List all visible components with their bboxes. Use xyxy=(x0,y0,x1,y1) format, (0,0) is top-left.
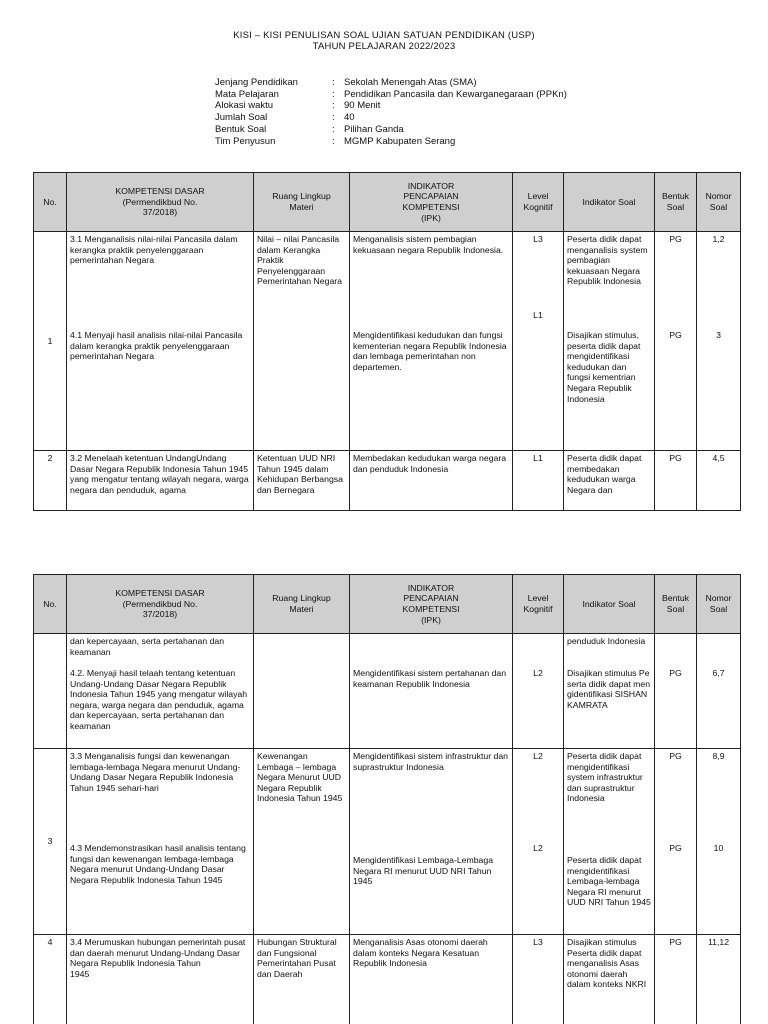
indikator-soal-cell xyxy=(564,749,655,935)
col-header-kompetensi-dasar: KOMPETENSI DASAR (Permendikbud No. 37/2018) xyxy=(67,173,254,232)
col-header-ruang-lingkup: Ruang Lingkup Materi xyxy=(254,575,350,634)
ipk-text: Membedakan kedudukan warga negara dan penduduk Indonesia xyxy=(353,453,507,474)
title-line-1: KISI – KISI PENULISAN SOAL UJIAN SATUAN PENDIDIKAN (USP) xyxy=(233,30,535,41)
ruang-lingkup-cell xyxy=(254,451,350,511)
meta-row-mapel xyxy=(215,89,567,101)
kisi-table-page-1 xyxy=(33,172,741,511)
ruang-text: Kewenangan Lembaga – lembaga Negara Menurut UUD Negara Republik Indonesia Tahun 1945 xyxy=(257,751,343,804)
meta-value: Pilihan Ganda xyxy=(344,123,404,135)
row-number: 2 xyxy=(34,451,67,511)
meta-row-jumlah xyxy=(215,112,567,124)
meta-row-alokasi xyxy=(215,100,567,112)
meta-sep: : xyxy=(332,123,335,135)
nomor-text: 1,2 xyxy=(712,234,725,244)
level-text: L2 xyxy=(533,751,543,761)
table-header-row xyxy=(34,173,741,232)
ruang-lingkup-cell xyxy=(254,232,350,451)
ruang-lingkup-cell xyxy=(254,749,350,935)
col-header-no: No. xyxy=(34,575,67,634)
meta-sep: : xyxy=(332,88,335,100)
bentuk-cell xyxy=(655,935,697,1024)
bentuk-text: PG xyxy=(669,843,682,853)
level-text: L1 xyxy=(533,310,543,320)
col-header-indikator-soal: Indikator Soal xyxy=(564,173,655,232)
level-text: L2 xyxy=(533,843,543,853)
kompetensi-dasar-cell xyxy=(67,634,254,749)
table-row xyxy=(34,749,741,935)
level-cell xyxy=(513,935,564,1024)
meta-key: Jenjang Pendidikan xyxy=(215,77,298,88)
col-header-no: No. xyxy=(34,173,67,232)
nomor-cell xyxy=(697,935,741,1024)
bentuk-cell xyxy=(655,634,697,749)
kompetensi-dasar-cell xyxy=(67,232,254,451)
table-row xyxy=(34,634,741,749)
indikator-soal-text: Disajikan stimulus, peserta didik dapat mengidentifikasi kedudukan dan fungsi kementrian Negara Republik Indonesia xyxy=(567,330,641,404)
row-number: 3 xyxy=(34,749,67,935)
col-header-kompetensi-dasar: KOMPETENSI DASAR (Permendikbud No. 37/2018) xyxy=(67,575,254,634)
kd-text: 3.1 Menganalisis nilai-nilai Pancasila dalam kerangka praktik penyelenggaraan pemerintahan Negara xyxy=(70,234,238,266)
kd-text: 4.3 Mendemonstrasikan hasil analisis tentang fungsi dan kewenangan lembaga-lembaga Negara menurut Undang-Undang Dasar Negara Republik Indonesia Tahun 1945 xyxy=(70,843,246,885)
level-cell xyxy=(513,232,564,451)
nomor-text: 4,5 xyxy=(712,453,725,463)
indikator-soal-cell xyxy=(564,451,655,511)
meta-row-jenjang xyxy=(215,77,567,89)
col-header-level: Level Kognitif xyxy=(513,575,564,634)
meta-row-bentuk xyxy=(215,124,567,136)
ruang-lingkup-cell xyxy=(254,935,350,1024)
indikator-soal-text: Disajikan stimulus Peserta didik dapat menganalisis Asas otonomi daerah dalam konteks NKRI xyxy=(567,937,647,990)
meta-key: Mata Pelajaran xyxy=(215,88,279,100)
bentuk-text: PG xyxy=(669,751,682,761)
bentuk-text: PG xyxy=(669,234,682,244)
indikator-soal-text: Peserta didik dapat menganalisis system pembagian kekuasaan Negara Republik Indonesia xyxy=(567,234,648,287)
document-meta xyxy=(215,77,567,147)
col-header-ruang-lingkup: Ruang Lingkup Materi xyxy=(254,173,350,232)
indikator-soal-text: Peserta didik dapat mengidentifikasi Lembaga-lembaga Negara RI menurut UUD NRI Tahun 1945 xyxy=(567,855,651,908)
nomor-text: 6,7 xyxy=(712,668,725,678)
col-header-indikator-soal: Indikator Soal xyxy=(564,575,655,634)
indikator-soal-text: Disajikan stimulus Peserta didik dapat mengidentifikasi SISHANKAMRATA xyxy=(567,668,651,710)
ipk-text: Mengidentifikasi sistem infrastruktur dan suprastruktur Indonesia xyxy=(353,751,508,772)
meta-value: Sekolah Menengah Atas (SMA) xyxy=(344,77,477,88)
kd-text: dan kepercayaan, serta pertahanan dan keamanan xyxy=(70,636,225,657)
ipk-text: Mengidentifikasi kedudukan dan fungsi kementerian negara Republik Indonesia dan lembaga pemerintahan non departemen. xyxy=(353,330,507,372)
nomor-cell xyxy=(697,634,741,749)
level-text: L3 xyxy=(533,937,543,947)
meta-sep: : xyxy=(332,112,335,124)
nomor-cell xyxy=(697,232,741,451)
level-cell xyxy=(513,749,564,935)
nomor-cell xyxy=(697,451,741,511)
row-number: 1 xyxy=(34,232,67,451)
meta-row-tim xyxy=(215,136,567,148)
kd-text: 3.2 Menelaah ketentuan UndangUndang Dasar Negara Republik Indonesia Tahun 1945 yang mengatur tentang wilayah negara, warga negara dan penduduk, agama xyxy=(70,453,249,495)
level-cell xyxy=(513,451,564,511)
indikator-soal-cell xyxy=(564,935,655,1024)
nomor-text: 8,9 xyxy=(712,751,725,761)
bentuk-cell xyxy=(655,232,697,451)
indikator-soal-text: penduduk Indonesia xyxy=(567,636,646,646)
indikator-soal-text: Peserta didik dapat mengidentifikasi system infrastruktur dan suprastruktur Indonesia xyxy=(567,751,643,804)
title-line-2: TAHUN PELAJARAN 2022/2023 xyxy=(312,41,456,52)
col-header-ipk: INDIKATOR PENCAPAIAN KOMPETENSI (IPK) xyxy=(350,173,513,232)
meta-sep: : xyxy=(332,100,335,112)
kompetensi-dasar-cell xyxy=(67,749,254,935)
nomor-text: 11,12 xyxy=(707,937,730,947)
row-number: 4 xyxy=(34,935,67,1024)
ipk-cell xyxy=(350,232,513,451)
kd-text: 4.2. Menyaji hasil telaah tentang ketentuan Undang-Undang Dasar Negara Republik Indonesia Tahun 1945 yang mengatur wilayah negara, warga negara dan penduduk, agama dan kepercayaan, serta pertahanan dan keamanan xyxy=(70,668,248,731)
level-text: L3 xyxy=(533,234,543,244)
ipk-text: Mengidentifikasi Lembaga-Lembaga Negara RI menurut UUD NRI Tahun 1945 xyxy=(353,855,494,887)
level-cell xyxy=(513,634,564,749)
indikator-soal-cell xyxy=(564,232,655,451)
bentuk-text: PG xyxy=(669,453,682,463)
indikator-soal-text: Peserta didik dapat membedakan kedudukan warga Negara dan xyxy=(567,453,642,495)
ipk-cell xyxy=(350,749,513,935)
ruang-text: Ketentuan UUD NRI Tahun 1945 dalam Kehidupan Berbangsa dan Bernegara xyxy=(257,453,343,495)
kompetensi-dasar-cell xyxy=(67,451,254,511)
kd-text: 4.1 Menyaji hasil analisis nilai-nilai Pancasila dalam kerangka praktik penyelenggaraan pemerintahan Negara xyxy=(70,330,243,362)
bentuk-cell xyxy=(655,451,697,511)
bentuk-text: PG xyxy=(669,937,682,947)
level-text: L2 xyxy=(533,668,543,678)
meta-key: Bentuk Soal xyxy=(215,123,267,135)
nomor-text: 10 xyxy=(713,843,724,853)
kompetensi-dasar-cell xyxy=(67,935,254,1024)
meta-key: Tim Penyusun xyxy=(215,135,276,147)
indikator-soal-cell xyxy=(564,634,655,749)
ruang-text: Hubungan Struktural dan Fungsional Pemerintahan Pusat dan Daerah xyxy=(257,937,337,979)
ipk-cell xyxy=(350,451,513,511)
level-text: L1 xyxy=(533,453,543,463)
meta-sep: : xyxy=(332,135,335,147)
table-row xyxy=(34,451,741,511)
meta-value: MGMP Kabupaten Serang xyxy=(344,135,456,147)
col-header-level: Level Kognitif xyxy=(513,173,564,232)
meta-sep: : xyxy=(332,77,335,88)
ipk-text: Menganalisis Asas otonomi daerah dalam konteks Negara Kesatuan Republik Indonesia xyxy=(353,937,488,969)
nomor-cell xyxy=(697,749,741,935)
meta-key: Jumlah Soal xyxy=(215,112,268,124)
document-title xyxy=(0,30,768,52)
ipk-cell xyxy=(350,935,513,1024)
kd-text: 3.4 Merumuskan hubungan pemerintah pusat dan daerah menurut Undang-Undang Dasar Negara Republik Indonesia Tahun 1945 xyxy=(70,937,246,979)
kd-text: 3.3 Menganalisis fungsi dan kewenangan lembaga-lembaga Negara menurut Undang-Undang Dasar Negara Republik Indonesia Tahun 1945 sehari-hari xyxy=(70,751,241,793)
meta-value: Pendidikan Pancasila dan Kewarganegaraan (PPKn) xyxy=(344,88,567,100)
nomor-text: 3 xyxy=(716,330,721,340)
meta-key: Alokasi waktu xyxy=(215,100,274,112)
col-header-nomor: Nomor Soal xyxy=(697,173,741,232)
ipk-text: Mengidentifikasi sistem pertahanan dan keamanan Republik Indonesia xyxy=(353,668,507,689)
ruang-text: Nilai – nilai Pancasila dalam Kerangka Praktik Penyelenggaraan Pemerintahan Negara xyxy=(257,234,342,287)
col-header-bentuk: Bentuk Soal xyxy=(655,575,697,634)
col-header-bentuk: Bentuk Soal xyxy=(655,173,697,232)
col-header-ipk: INDIKATOR PENCAPAIAN KOMPETENSI (IPK) xyxy=(350,575,513,634)
bentuk-cell xyxy=(655,749,697,935)
row-number xyxy=(34,634,67,749)
ipk-cell xyxy=(350,634,513,749)
col-header-nomor: Nomor Soal xyxy=(697,575,741,634)
table-header-row xyxy=(34,575,741,634)
bentuk-text: PG xyxy=(669,330,682,340)
table-row xyxy=(34,232,741,451)
meta-value: 40 xyxy=(344,112,355,124)
ruang-lingkup-cell xyxy=(254,634,350,749)
kisi-table-page-2 xyxy=(33,574,741,1024)
ipk-text: Menganalisis sistem pembagian kekuasaan negara Republik Indonesia. xyxy=(353,234,504,255)
table-row xyxy=(34,935,741,1024)
meta-value: 90 Menit xyxy=(344,100,381,112)
bentuk-text: PG xyxy=(669,668,682,678)
